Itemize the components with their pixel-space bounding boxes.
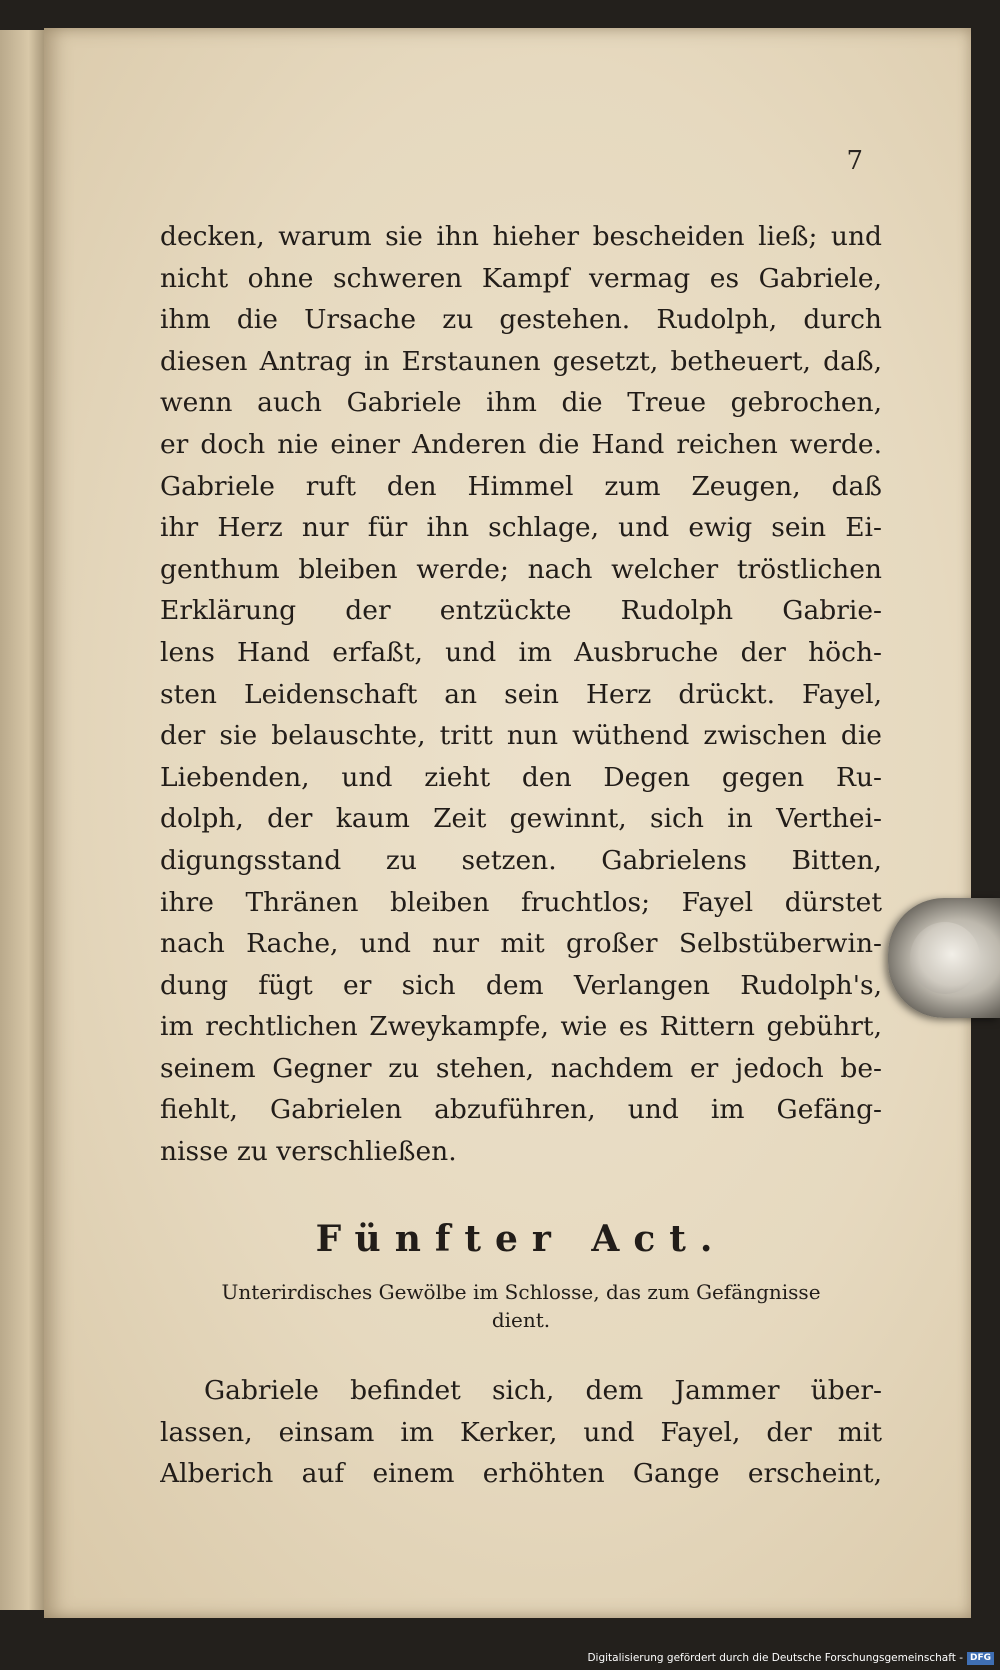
book-page: [44, 28, 971, 1618]
text-line: Gabriele ruft den Himmel zum Zeugen, daß: [160, 470, 882, 502]
dfg-logo: DFG: [967, 1652, 994, 1665]
page-clip: [888, 898, 1000, 1018]
scene-description: [150, 1278, 892, 1334]
text-line: diesen Antrag in Erstaunen gesetzt, betheuert, daß,: [160, 345, 882, 377]
text-line: nach Rache, und nur mit großer Selbstüberwin-: [160, 928, 882, 960]
text-line: Liebenden, und zieht den Degen gegen Ru-: [160, 761, 882, 793]
scene-line: Unterirdisches Gewölbe im Schlosse, das zum Gefängnisse: [221, 1280, 821, 1304]
text-line: Erklärung der entzückte Rudolph Gabrie-: [160, 595, 882, 627]
text-line: nisse zu verschließen.: [160, 1136, 457, 1168]
text-line: digungsstand zu setzen. Gabrielens Bitten,: [160, 844, 882, 876]
text-line: dolph, der kaum Zeit gewinnt, sich in Verthei-: [160, 803, 882, 835]
text-line: ihm die Ursache zu gestehen. Rudolph, durch: [160, 304, 882, 336]
page-number: 7: [846, 146, 863, 176]
text-line: der sie belauschte, tritt nun wüthend zwischen die: [160, 720, 882, 752]
digitization-credit: [587, 1648, 994, 1668]
text-line: wenn auch Gabriele ihm die Treue gebrochen,: [160, 387, 882, 419]
text-line: lassen, einsam im Kerker, und Fayel, der mit: [160, 1416, 882, 1448]
text-line: Gabriele befindet sich, dem Jammer über-: [204, 1375, 882, 1406]
text-line: fiehlt, Gabrielen abzuführen, und im Gefäng-: [160, 1094, 882, 1126]
text-line: sten Leidenschaft an sein Herz drückt. Fayel,: [160, 678, 882, 710]
text-line: decken, warum sie ihn hieher bescheiden ließ; und: [160, 221, 882, 252]
text-line: dung fügt er sich dem Verlangen Rudolph's,: [160, 969, 882, 1001]
body-text-continued: [160, 1370, 882, 1495]
act-heading: Fünfter Act.: [315, 1218, 727, 1260]
text-line: ihre Thränen bleiben fruchtlos; Fayel dürstet: [160, 886, 882, 918]
text-line: im rechtlichen Zweykampfe, wie es Rittern gebührt,: [160, 1011, 882, 1043]
text-line: Alberich auf einem erhöhten Gange erscheint,: [160, 1458, 882, 1490]
text-line: lens Hand erfaßt, und im Ausbruche der höch-: [160, 636, 882, 668]
body-text: [160, 216, 882, 1173]
text-line: nicht ohne schweren Kampf vermag es Gabriele,: [160, 262, 882, 294]
page-clip-highlight: [910, 922, 980, 994]
text-line: ihr Herz nur für ihn schlage, und ewig sein Ei-: [160, 512, 882, 544]
scene-line: dient.: [491, 1308, 551, 1332]
text-line: seinem Gegner zu stehen, nachdem er jedoch be-: [160, 1052, 882, 1084]
credit-text: Digitalisierung gefördert durch die Deutsche Forschungsgemeinschaft -: [587, 1652, 963, 1664]
text-line: genthum bleiben werde; nach welcher tröstlichen: [160, 553, 882, 585]
text-line: er doch nie einer Anderen die Hand reichen werde.: [160, 428, 882, 460]
